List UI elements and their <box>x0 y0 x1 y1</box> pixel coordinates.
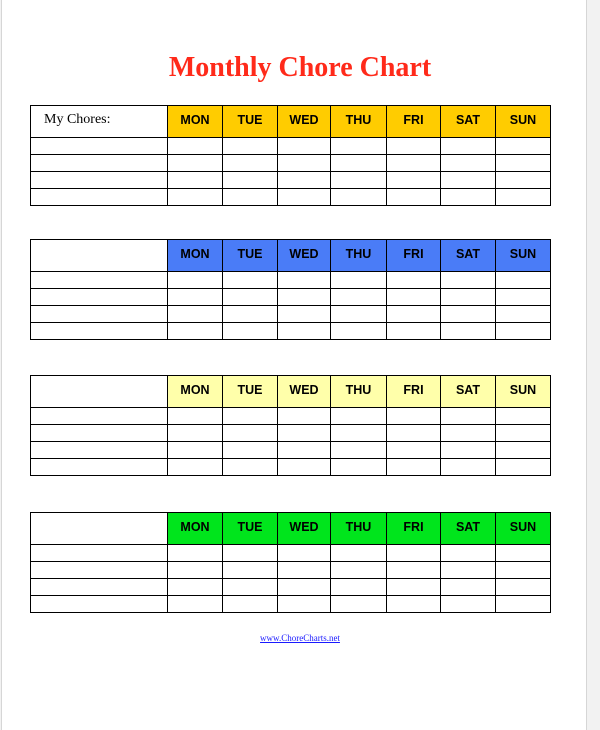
chore-check-cell[interactable] <box>441 459 496 476</box>
day-header-mon: MON <box>168 376 223 408</box>
chore-check-cell[interactable] <box>441 596 496 613</box>
chore-check-cell[interactable] <box>496 289 551 306</box>
chore-name-cell[interactable] <box>31 459 168 476</box>
table-row <box>31 289 551 306</box>
chore-check-cell[interactable] <box>278 442 331 459</box>
chore-check-cell[interactable] <box>331 442 387 459</box>
chore-check-cell[interactable] <box>278 155 331 172</box>
chore-name-cell[interactable] <box>31 189 168 206</box>
table-header-row <box>31 240 551 272</box>
chore-check-cell[interactable] <box>278 323 331 340</box>
chore-check-cell[interactable] <box>331 189 387 206</box>
chore-check-cell[interactable] <box>168 323 223 340</box>
chore-check-cell[interactable] <box>496 306 551 323</box>
chore-table-4 <box>30 512 551 613</box>
chore-check-cell[interactable] <box>223 579 278 596</box>
chore-check-cell[interactable] <box>168 442 223 459</box>
table-header-row <box>31 106 551 138</box>
chore-name-cell[interactable] <box>31 596 168 613</box>
chore-check-cell[interactable] <box>331 459 387 476</box>
chore-check-cell[interactable] <box>168 459 223 476</box>
chore-check-cell[interactable] <box>387 323 441 340</box>
chore-check-cell[interactable] <box>441 425 496 442</box>
chore-check-cell[interactable] <box>168 172 223 189</box>
day-header-fri: FRI <box>387 240 441 272</box>
chore-check-cell[interactable] <box>496 408 551 425</box>
chore-check-cell[interactable] <box>223 189 278 206</box>
table-row <box>31 562 551 579</box>
day-header-wed: WED <box>278 106 331 138</box>
table-row <box>31 155 551 172</box>
chore-check-cell[interactable] <box>496 189 551 206</box>
chore-check-cell[interactable] <box>278 272 331 289</box>
chore-name-header <box>31 376 168 408</box>
chore-check-cell[interactable] <box>496 323 551 340</box>
chore-name-cell[interactable] <box>31 272 168 289</box>
table-header-row <box>31 513 551 545</box>
chore-check-cell[interactable] <box>496 138 551 155</box>
chore-check-cell[interactable] <box>387 306 441 323</box>
chore-check-cell[interactable] <box>331 408 387 425</box>
page-title: Monthly Chore Chart <box>168 52 432 83</box>
chore-check-cell[interactable] <box>387 408 441 425</box>
chore-check-cell[interactable] <box>387 545 441 562</box>
chore-check-cell[interactable] <box>223 272 278 289</box>
table-row <box>31 596 551 613</box>
chore-check-cell[interactable] <box>387 155 441 172</box>
day-header-wed: WED <box>278 513 331 545</box>
chore-name-cell[interactable] <box>31 562 168 579</box>
chore-check-cell[interactable] <box>278 306 331 323</box>
chore-check-cell[interactable] <box>441 272 496 289</box>
chore-table-1 <box>30 105 551 206</box>
chore-check-cell[interactable] <box>278 545 331 562</box>
chore-name-cell[interactable] <box>31 138 168 155</box>
table-row <box>31 579 551 596</box>
chore-check-cell[interactable] <box>223 289 278 306</box>
chore-check-cell[interactable] <box>223 138 278 155</box>
chore-check-cell[interactable] <box>223 545 278 562</box>
chore-check-cell[interactable] <box>168 306 223 323</box>
chore-check-cell[interactable] <box>441 323 496 340</box>
chore-check-cell[interactable] <box>223 562 278 579</box>
chore-name-header <box>31 513 168 545</box>
day-header-mon: MON <box>168 240 223 272</box>
chore-table-3 <box>30 375 551 476</box>
chore-name-cell[interactable] <box>31 323 168 340</box>
chore-check-cell[interactable] <box>331 425 387 442</box>
chore-name-cell[interactable] <box>31 442 168 459</box>
chore-check-cell[interactable] <box>223 459 278 476</box>
table-row <box>31 189 551 206</box>
chore-check-cell[interactable] <box>496 272 551 289</box>
chore-check-cell[interactable] <box>223 323 278 340</box>
chore-check-cell[interactable] <box>223 408 278 425</box>
chore-check-cell[interactable] <box>496 155 551 172</box>
chore-check-cell[interactable] <box>278 172 331 189</box>
chore-check-cell[interactable] <box>223 596 278 613</box>
chore-check-cell[interactable] <box>168 272 223 289</box>
chore-check-cell[interactable] <box>278 579 331 596</box>
chore-check-cell[interactable] <box>441 155 496 172</box>
day-header-thu: THU <box>331 513 387 545</box>
chore-check-cell[interactable] <box>496 172 551 189</box>
chore-check-cell[interactable] <box>496 579 551 596</box>
chore-check-cell[interactable] <box>278 138 331 155</box>
chore-check-cell[interactable] <box>168 596 223 613</box>
day-header-fri: FRI <box>387 513 441 545</box>
chore-check-cell[interactable] <box>278 596 331 613</box>
chore-check-cell[interactable] <box>441 138 496 155</box>
chore-check-cell[interactable] <box>168 189 223 206</box>
chore-check-cell[interactable] <box>496 459 551 476</box>
day-header-mon: MON <box>168 513 223 545</box>
chore-check-cell[interactable] <box>441 562 496 579</box>
chore-check-cell[interactable] <box>496 442 551 459</box>
chore-check-cell[interactable] <box>441 306 496 323</box>
chore-check-cell[interactable] <box>441 442 496 459</box>
chore-check-cell[interactable] <box>441 579 496 596</box>
chore-check-cell[interactable] <box>278 189 331 206</box>
chore-table-2 <box>30 239 551 340</box>
chore-check-cell[interactable] <box>441 172 496 189</box>
chore-check-cell[interactable] <box>441 289 496 306</box>
day-header-sat: SAT <box>441 240 496 272</box>
chore-name-header <box>31 240 168 272</box>
day-header-tue: TUE <box>223 106 278 138</box>
chore-check-cell[interactable] <box>387 425 441 442</box>
chore-name-header: My Chores: <box>31 106 168 138</box>
chore-check-cell[interactable] <box>387 596 441 613</box>
day-header-wed: WED <box>278 376 331 408</box>
chore-check-cell[interactable] <box>331 155 387 172</box>
chore-check-cell[interactable] <box>331 138 387 155</box>
day-header-tue: TUE <box>223 513 278 545</box>
table-header-row <box>31 376 551 408</box>
footer-link[interactable]: www.ChoreCharts.net <box>260 633 340 643</box>
day-header-thu: THU <box>331 240 387 272</box>
table-row <box>31 545 551 562</box>
day-header-tue: TUE <box>223 376 278 408</box>
chore-check-cell[interactable] <box>441 545 496 562</box>
day-header-mon: MON <box>168 106 223 138</box>
table-row <box>31 425 551 442</box>
chore-check-cell[interactable] <box>387 579 441 596</box>
chore-name-cell[interactable] <box>31 408 168 425</box>
chore-check-cell[interactable] <box>387 459 441 476</box>
chore-check-cell[interactable] <box>278 425 331 442</box>
chore-check-cell[interactable] <box>278 459 331 476</box>
chore-check-cell[interactable] <box>278 408 331 425</box>
chore-check-cell[interactable] <box>168 155 223 172</box>
chore-check-cell[interactable] <box>331 306 387 323</box>
table-row <box>31 323 551 340</box>
chore-check-cell[interactable] <box>168 425 223 442</box>
chore-check-cell[interactable] <box>331 172 387 189</box>
day-header-thu: THU <box>331 376 387 408</box>
table-row <box>31 442 551 459</box>
day-header-fri: FRI <box>387 376 441 408</box>
chore-check-cell[interactable] <box>496 562 551 579</box>
chore-name-cell[interactable] <box>31 425 168 442</box>
day-header-sun: SUN <box>496 106 551 138</box>
chore-check-cell[interactable] <box>223 172 278 189</box>
chore-check-cell[interactable] <box>168 289 223 306</box>
chore-check-cell[interactable] <box>223 442 278 459</box>
table-row <box>31 172 551 189</box>
table-row <box>31 459 551 476</box>
chore-check-cell[interactable] <box>496 425 551 442</box>
chore-name-cell[interactable] <box>31 306 168 323</box>
chore-check-cell[interactable] <box>331 596 387 613</box>
chore-check-cell[interactable] <box>223 306 278 323</box>
chore-check-cell[interactable] <box>331 289 387 306</box>
chore-check-cell[interactable] <box>168 408 223 425</box>
chore-name-cell[interactable] <box>31 545 168 562</box>
chore-check-cell[interactable] <box>168 545 223 562</box>
chore-check-cell[interactable] <box>387 172 441 189</box>
chore-check-cell[interactable] <box>331 272 387 289</box>
chore-check-cell[interactable] <box>278 562 331 579</box>
chore-check-cell[interactable] <box>387 189 441 206</box>
chore-name-cell[interactable] <box>31 579 168 596</box>
chore-name-cell[interactable] <box>31 289 168 306</box>
chore-check-cell[interactable] <box>331 545 387 562</box>
table-row <box>31 306 551 323</box>
chore-check-cell[interactable] <box>278 289 331 306</box>
chore-check-cell[interactable] <box>441 408 496 425</box>
day-header-sat: SAT <box>441 376 496 408</box>
day-header-sat: SAT <box>441 513 496 545</box>
chore-check-cell[interactable] <box>331 562 387 579</box>
chore-check-cell[interactable] <box>331 579 387 596</box>
day-header-sat: SAT <box>441 106 496 138</box>
chore-check-cell[interactable] <box>387 272 441 289</box>
chore-check-cell[interactable] <box>223 425 278 442</box>
chore-name-cell[interactable] <box>31 172 168 189</box>
chore-check-cell[interactable] <box>223 155 278 172</box>
chore-check-cell[interactable] <box>387 442 441 459</box>
chore-check-cell[interactable] <box>496 545 551 562</box>
chore-check-cell[interactable] <box>168 562 223 579</box>
day-header-wed: WED <box>278 240 331 272</box>
chore-check-cell[interactable] <box>496 596 551 613</box>
chore-check-cell[interactable] <box>168 579 223 596</box>
chore-check-cell[interactable] <box>441 189 496 206</box>
day-header-sun: SUN <box>496 376 551 408</box>
day-header-sun: SUN <box>496 513 551 545</box>
chore-name-cell[interactable] <box>31 155 168 172</box>
chore-check-cell[interactable] <box>387 562 441 579</box>
day-header-fri: FRI <box>387 106 441 138</box>
day-header-thu: THU <box>331 106 387 138</box>
chore-check-cell[interactable] <box>331 323 387 340</box>
day-header-tue: TUE <box>223 240 278 272</box>
table-row <box>31 408 551 425</box>
chore-check-cell[interactable] <box>168 138 223 155</box>
table-row <box>31 138 551 155</box>
chore-check-cell[interactable] <box>387 138 441 155</box>
table-row <box>31 272 551 289</box>
chore-check-cell[interactable] <box>387 289 441 306</box>
day-header-sun: SUN <box>496 240 551 272</box>
